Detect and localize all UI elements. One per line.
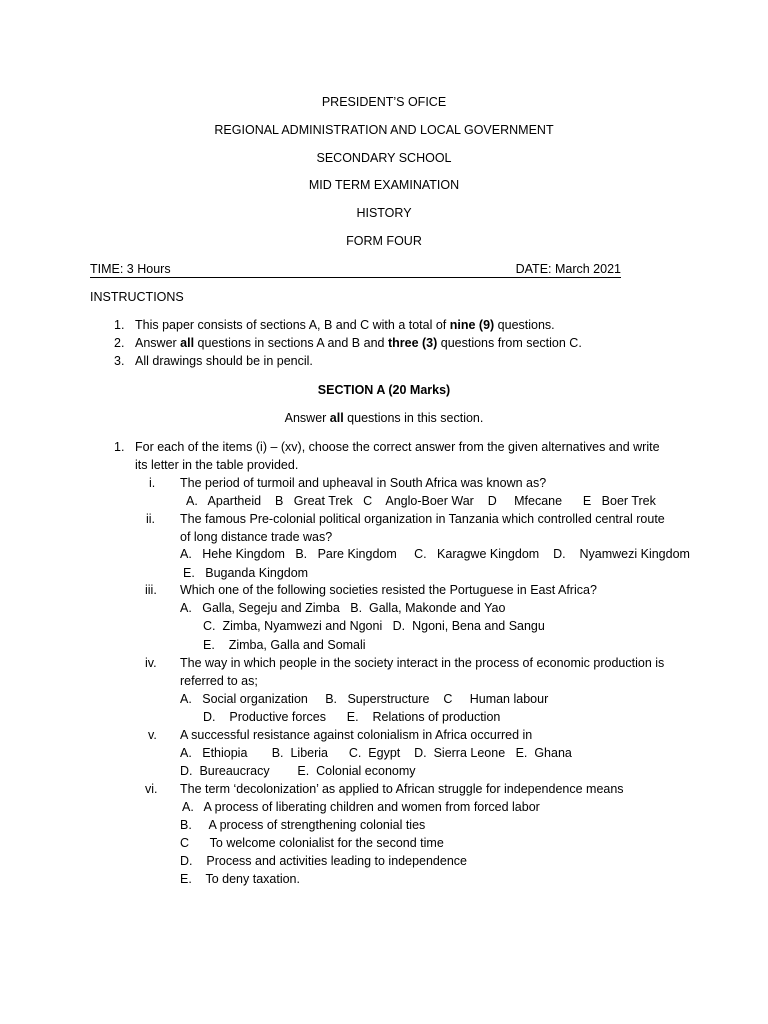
item-number: iii. [145, 583, 157, 597]
item-question: of long distance trade was? [180, 530, 333, 544]
instruction-number: 3. [114, 354, 125, 368]
form-heading: FORM FOUR [346, 234, 422, 248]
item-question: A successful resistance against colonialism in Africa occurred in [180, 728, 533, 742]
instruction-number: 2. [114, 336, 125, 350]
item-options: D. Process and activities leading to independence [180, 854, 467, 868]
item-question: The term ‘decolonization’ as applied to African struggle for independence means [180, 782, 624, 796]
section-a-title: SECTION A (20 Marks) [317, 383, 451, 397]
time-label: TIME: 3 Hours [90, 262, 171, 276]
item-question: Which one of the following societies resisted the Portuguese in East Africa? [180, 583, 597, 597]
item-options: A. A process of liberating children and women from forced labor [182, 800, 540, 814]
exam-heading: MID TERM EXAMINATION [308, 178, 460, 192]
item-question: The period of turmoil and upheaval in South Africa was known as? [180, 476, 547, 490]
section-a-note: Answer all questions in this section. [284, 411, 484, 425]
item-options: A. Social organization B. Superstructure C Human labour [180, 692, 549, 706]
question-number: 1. [114, 440, 125, 454]
item-question: The famous Pre-colonial political organization in Tanzania which controlled central route [180, 512, 665, 526]
item-options: D. Productive forces E. Relations of production [203, 710, 501, 724]
instruction-1: This paper consists of sections A, B and C with a total of nine (9) questions. [135, 318, 555, 332]
item-options: E. To deny taxation. [180, 872, 300, 886]
date-label: DATE: March 2021 [515, 262, 621, 276]
item-options: D. Bureaucracy E. Colonial economy [180, 764, 416, 778]
item-options: B. A process of strengthening colonial ties [180, 818, 426, 832]
item-options: A. Hehe Kingdom B. Pare Kingdom C. Karagwe Kingdom D. Nyamwezi Kingdom [180, 547, 690, 561]
instructions-title: INSTRUCTIONS [90, 290, 184, 304]
item-question: referred to as; [180, 674, 258, 688]
school-heading: SECONDARY SCHOOL [316, 151, 452, 165]
office-heading: PRESIDENT’S OFICE [321, 95, 447, 109]
instruction-2: Answer all questions in sections A and B and three (3) questions from section C. [135, 336, 582, 350]
question-1-text: For each of the items (i) – (xv), choose the correct answer from the given alternatives and write [135, 440, 660, 454]
item-options: E. Zimba, Galla and Somali [203, 638, 366, 652]
subject-heading: HISTORY [356, 206, 412, 220]
item-number: v. [148, 728, 157, 742]
item-number: i. [149, 476, 156, 490]
time-date-row [90, 261, 621, 278]
item-options: A. Ethiopia B. Liberia C. Egypt D. Sierra Leone E. Ghana [180, 746, 572, 760]
item-options: A. Galla, Segeju and Zimba B. Galla, Makonde and Yao [180, 601, 506, 615]
item-options: E. Buganda Kingdom [183, 566, 309, 580]
item-question: The way in which people in the society interact in the process of economic production is [180, 656, 665, 670]
administration-heading: REGIONAL ADMINISTRATION AND LOCAL GOVERNMENT [214, 123, 554, 137]
question-1-text: its letter in the table provided. [135, 458, 299, 472]
item-options: C To welcome colonialist for the second time [180, 836, 444, 850]
item-options: A. Apartheid B Great Trek C Anglo-Boer War D Mfecane E Boer Trek [186, 494, 656, 508]
item-number: ii. [146, 512, 156, 526]
item-number: iv. [145, 656, 157, 670]
instruction-3: All drawings should be in pencil. [135, 354, 313, 368]
item-number: vi. [145, 782, 158, 796]
instruction-number: 1. [114, 318, 125, 332]
item-options: C. Zimba, Nyamwezi and Ngoni D. Ngoni, Bena and Sangu [203, 619, 545, 633]
